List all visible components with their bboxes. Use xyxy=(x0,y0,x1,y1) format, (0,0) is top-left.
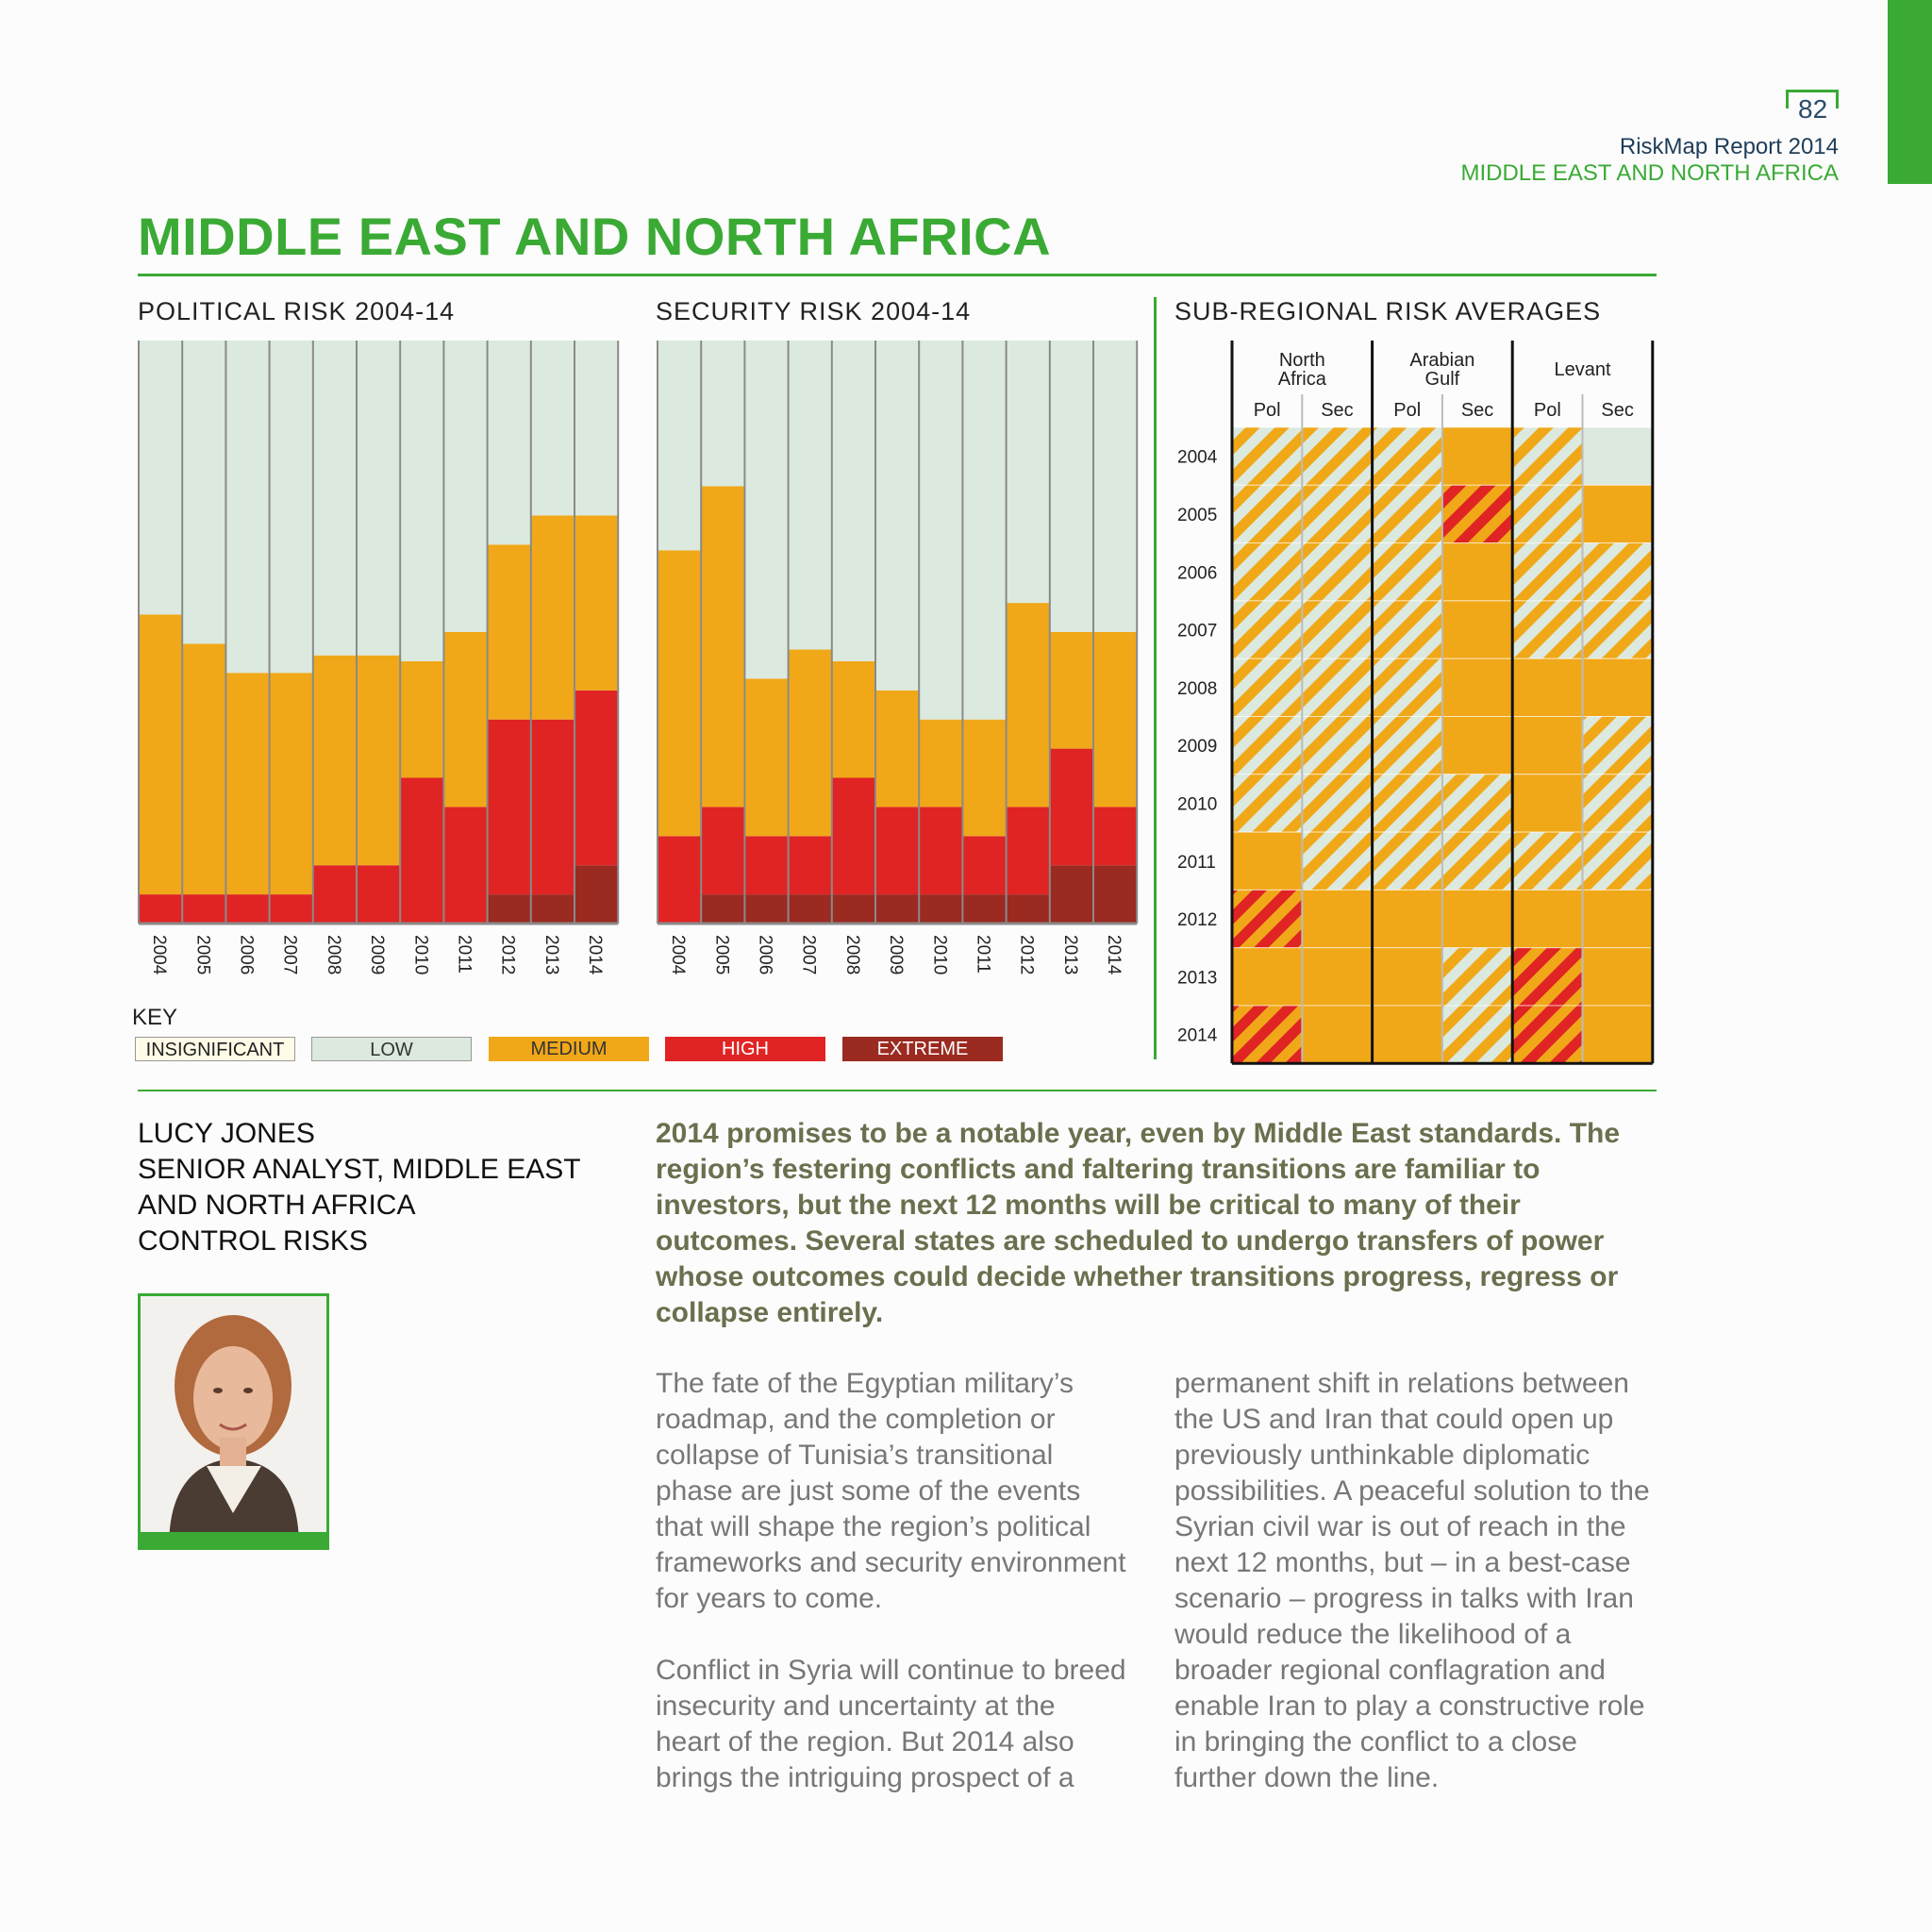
heat-cell-2010-1 xyxy=(1302,774,1372,832)
heat-cell-2004-4 xyxy=(1512,427,1582,485)
heat-cell-2010-3 xyxy=(1442,774,1512,832)
heat-cell-2010-4 xyxy=(1512,774,1582,832)
heat-cell-2014-3 xyxy=(1442,1006,1512,1063)
photo-caption-bar xyxy=(138,1532,329,1550)
key-extreme: EXTREME xyxy=(842,1037,1003,1061)
heat-cell-2013-5 xyxy=(1583,948,1653,1006)
heat-year-label: 2006 xyxy=(1177,563,1218,584)
heat-cell-2005-5 xyxy=(1583,485,1653,542)
bar-segment-high-2011 xyxy=(962,836,1006,894)
bar-segment-extreme-2014 xyxy=(1093,865,1137,924)
heat-cell-2010-0 xyxy=(1232,774,1302,832)
subregional-title: SUB-REGIONAL RISK AVERAGES xyxy=(1174,297,1602,325)
political-risk-title: POLITICAL RISK 2004-14 xyxy=(138,297,456,325)
heat-cell-2011-0 xyxy=(1232,832,1302,890)
bar-segment-extreme-2008 xyxy=(832,894,875,924)
subcolumn-header: Sec xyxy=(1460,400,1494,421)
bar-segment-low-2006 xyxy=(225,341,269,673)
author-block xyxy=(138,1116,581,1259)
bar-segment-extreme-2012 xyxy=(1007,894,1050,924)
body-paragraph: permanent shift in relations between the US and Iran that could open up previously unthinkable diplomatic possibilities. A peaceful solution to the Syrian civil war is out of reach in the next 12 months, but – in a best-case scenario – progress in talks with Iran would reduce the likelihood of a broader regional conflagration and enable Iran to play a constructive role in bringing the conflict to a close further down the line. xyxy=(1174,1368,1650,1793)
author-role-line2: AND NORTH AFRICA xyxy=(138,1190,416,1221)
heat-cell-2013-1 xyxy=(1302,948,1372,1006)
bar-segment-extreme-2013 xyxy=(1050,865,1093,924)
bar-segment-low-2013 xyxy=(531,341,575,515)
bar-segment-medium-2013 xyxy=(1050,632,1093,749)
heat-cell-2010-2 xyxy=(1373,774,1442,832)
bar-segment-low-2007 xyxy=(270,341,313,673)
heat-cell-2007-0 xyxy=(1232,601,1302,658)
bar-segment-high-2006 xyxy=(744,836,788,894)
heat-cell-2013-2 xyxy=(1373,948,1442,1006)
region-header: Levant xyxy=(1554,359,1611,380)
heat-cell-2013-4 xyxy=(1512,948,1582,1006)
x-tick-label: 2008 xyxy=(841,935,862,975)
key-high: HIGH xyxy=(665,1037,825,1061)
heat-cell-2009-3 xyxy=(1442,717,1512,774)
heat-cell-2009-0 xyxy=(1232,717,1302,774)
subcolumn-header: Pol xyxy=(1253,400,1281,421)
bar-segment-high-2008 xyxy=(832,778,875,895)
heat-cell-2013-0 xyxy=(1232,948,1302,1006)
heat-year-label: 2008 xyxy=(1177,678,1218,699)
bar-segment-extreme-2013 xyxy=(531,894,575,924)
report-section: MIDDLE EAST AND NORTH AFRICA xyxy=(1460,160,1839,186)
heat-cell-2012-1 xyxy=(1302,890,1372,947)
heat-year-label: 2013 xyxy=(1177,968,1218,989)
x-tick-label: 2005 xyxy=(192,935,213,975)
x-tick-label: 2011 xyxy=(454,935,475,974)
bar-segment-low-2014 xyxy=(575,341,618,515)
bar-segment-high-2012 xyxy=(1007,807,1050,894)
heat-cell-2011-1 xyxy=(1302,832,1372,890)
author-portrait-image xyxy=(141,1296,326,1547)
author-role-line1: SENIOR ANALYST, MIDDLE EAST xyxy=(138,1154,581,1185)
heat-cell-2008-5 xyxy=(1583,658,1653,716)
body-column-1 xyxy=(656,1366,1127,1832)
heat-cell-2007-5 xyxy=(1583,601,1653,658)
bar-segment-medium-2005 xyxy=(701,487,744,808)
heat-cell-2008-1 xyxy=(1302,658,1372,716)
heat-cell-2006-1 xyxy=(1302,543,1372,601)
heat-cell-2006-3 xyxy=(1442,543,1512,601)
heat-cell-2011-4 xyxy=(1512,832,1582,890)
bar-segment-medium-2014 xyxy=(575,515,618,690)
heat-cell-2005-3 xyxy=(1442,485,1512,542)
bar-segment-high-2009 xyxy=(875,807,919,894)
page-number: 82 xyxy=(1798,94,1828,124)
body-paragraph: Conflict in Syria will continue to breed insecurity and uncertainty at the heart of the region. But 2014 also brings the intriguing prospect of a xyxy=(656,1655,1126,1793)
heat-cell-2011-2 xyxy=(1373,832,1442,890)
bar-segment-low-2006 xyxy=(744,341,788,678)
heat-year-label: 2005 xyxy=(1177,505,1218,525)
bar-segment-low-2012 xyxy=(1007,341,1050,603)
key-medium: MEDIUM xyxy=(489,1037,649,1061)
heat-cell-2006-0 xyxy=(1232,543,1302,601)
bar-segment-low-2011 xyxy=(962,341,1006,720)
bar-segment-low-2009 xyxy=(357,341,400,656)
bar-segment-low-2009 xyxy=(875,341,919,691)
x-tick-label: 2010 xyxy=(929,935,950,975)
heat-year-label: 2009 xyxy=(1177,737,1218,758)
x-tick-label: 2013 xyxy=(541,935,561,975)
bar-segment-high-2011 xyxy=(443,807,487,924)
region-header: Gulf xyxy=(1424,369,1460,390)
heat-cell-2014-4 xyxy=(1512,1006,1582,1063)
heat-cell-2008-4 xyxy=(1512,658,1582,716)
bar-segment-extreme-2011 xyxy=(962,894,1006,924)
heat-cell-2005-4 xyxy=(1512,485,1582,542)
heat-cell-2007-3 xyxy=(1442,601,1512,658)
heat-cell-2011-5 xyxy=(1583,832,1653,890)
heat-cell-2014-5 xyxy=(1583,1006,1653,1063)
bar-segment-low-2004 xyxy=(658,341,701,550)
bar-segment-extreme-2006 xyxy=(744,894,788,924)
bar-segment-low-2011 xyxy=(443,341,487,632)
x-tick-label: 2007 xyxy=(279,935,300,975)
x-tick-label: 2007 xyxy=(798,935,819,975)
bar-segment-medium-2012 xyxy=(1007,603,1050,807)
bar-segment-high-2013 xyxy=(1050,749,1093,866)
bar-segment-high-2006 xyxy=(225,894,269,924)
bar-segment-low-2012 xyxy=(488,341,531,544)
key-insignificant: INSIGNIFICANT xyxy=(135,1037,295,1061)
bar-segment-low-2014 xyxy=(1093,341,1137,632)
key-label: KEY xyxy=(132,1005,178,1030)
bar-segment-low-2010 xyxy=(400,341,443,661)
x-tick-label: 2012 xyxy=(497,935,518,975)
security-risk-title: SECURITY RISK 2004-14 xyxy=(656,297,972,325)
heat-cell-2014-0 xyxy=(1232,1006,1302,1063)
bar-segment-high-2004 xyxy=(139,894,182,924)
x-tick-label: 2005 xyxy=(711,935,732,975)
bar-segment-high-2012 xyxy=(488,720,531,894)
bar-segment-medium-2006 xyxy=(225,673,269,894)
x-tick-label: 2008 xyxy=(323,935,343,975)
subcolumn-header: Pol xyxy=(1393,400,1422,421)
author-photo xyxy=(138,1293,329,1550)
bar-segment-medium-2009 xyxy=(357,656,400,865)
bar-segment-high-2013 xyxy=(531,720,575,894)
heat-cell-2004-3 xyxy=(1442,427,1512,485)
x-tick-label: 2014 xyxy=(585,935,606,975)
bar-segment-high-2009 xyxy=(357,865,400,924)
heat-cell-2008-2 xyxy=(1373,658,1442,716)
heat-cell-2011-3 xyxy=(1442,832,1512,890)
bar-segment-medium-2008 xyxy=(832,661,875,778)
bar-segment-medium-2011 xyxy=(962,720,1006,837)
bar-segment-high-2010 xyxy=(919,807,962,894)
subregional-heatmap xyxy=(1177,341,1653,1063)
bar-segment-low-2013 xyxy=(1050,341,1093,632)
bar-segment-high-2010 xyxy=(400,778,443,924)
heat-cell-2005-1 xyxy=(1302,485,1372,542)
subcolumn-header: Sec xyxy=(1321,400,1354,421)
heat-cell-2009-1 xyxy=(1302,717,1372,774)
x-tick-label: 2006 xyxy=(755,935,775,975)
heat-year-label: 2011 xyxy=(1177,852,1216,873)
heat-cell-2009-5 xyxy=(1583,717,1653,774)
bar-segment-medium-2006 xyxy=(744,678,788,836)
x-tick-label: 2004 xyxy=(668,935,689,975)
bar-segment-extreme-2009 xyxy=(875,894,919,924)
security-risk-chart xyxy=(658,341,1137,975)
heat-cell-2009-2 xyxy=(1373,717,1442,774)
heat-year-label: 2012 xyxy=(1177,910,1218,931)
heat-cell-2007-4 xyxy=(1512,601,1582,658)
author-company: CONTROL RISKS xyxy=(138,1225,368,1257)
bar-segment-medium-2011 xyxy=(443,632,487,807)
subcolumn-header: Sec xyxy=(1601,400,1634,421)
author-name: LUCY JONES xyxy=(138,1118,315,1149)
heat-cell-2006-2 xyxy=(1373,543,1442,601)
heat-cell-2005-2 xyxy=(1373,485,1442,542)
x-tick-label: 2006 xyxy=(236,935,257,975)
heat-cell-2012-4 xyxy=(1512,890,1582,947)
bar-segment-medium-2013 xyxy=(531,515,575,719)
heat-cell-2009-4 xyxy=(1512,717,1582,774)
bar-segment-low-2010 xyxy=(919,341,962,720)
region-header: Arabian xyxy=(1409,350,1475,371)
heat-cell-2008-0 xyxy=(1232,658,1302,716)
bar-segment-medium-2007 xyxy=(789,650,832,837)
bar-segment-extreme-2012 xyxy=(488,894,531,924)
x-tick-label: 2004 xyxy=(149,935,170,975)
bar-segment-medium-2004 xyxy=(139,614,182,894)
heat-cell-2007-2 xyxy=(1373,601,1442,658)
bar-segment-medium-2010 xyxy=(919,720,962,808)
bar-segment-high-2005 xyxy=(701,807,744,894)
bar-segment-high-2014 xyxy=(1093,807,1137,865)
x-tick-label: 2013 xyxy=(1059,935,1080,975)
bar-segment-high-2005 xyxy=(182,894,225,924)
heat-cell-2012-0 xyxy=(1232,890,1302,947)
heat-cell-2014-2 xyxy=(1373,1006,1442,1063)
section-divider xyxy=(138,1090,1657,1091)
heat-year-label: 2010 xyxy=(1177,794,1218,815)
heat-year-label: 2014 xyxy=(1177,1025,1218,1046)
bar-segment-low-2008 xyxy=(313,341,357,656)
heat-cell-2004-1 xyxy=(1302,427,1372,485)
heat-cell-2007-1 xyxy=(1302,601,1372,658)
key-low: LOW xyxy=(311,1037,472,1061)
x-tick-label: 2009 xyxy=(367,935,388,975)
bar-segment-medium-2008 xyxy=(313,656,357,865)
x-tick-label: 2010 xyxy=(410,935,431,975)
heat-cell-2006-4 xyxy=(1512,543,1582,601)
body-column-2 xyxy=(1174,1366,1665,1832)
bar-segment-high-2014 xyxy=(575,691,618,865)
bar-segment-low-2004 xyxy=(139,341,182,614)
heat-cell-2004-0 xyxy=(1232,427,1302,485)
bar-segment-high-2007 xyxy=(270,894,313,924)
heat-cell-2006-5 xyxy=(1583,543,1653,601)
bar-segment-medium-2007 xyxy=(270,673,313,894)
bar-segment-medium-2014 xyxy=(1093,632,1137,807)
bar-segment-low-2005 xyxy=(182,341,225,643)
bar-segment-low-2005 xyxy=(701,341,744,487)
heat-cell-2008-3 xyxy=(1442,658,1512,716)
bar-segment-extreme-2005 xyxy=(701,894,744,924)
heat-cell-2004-5 xyxy=(1583,427,1653,485)
bar-segment-extreme-2014 xyxy=(575,865,618,924)
bar-segment-low-2007 xyxy=(789,341,832,650)
x-tick-label: 2011 xyxy=(973,935,993,974)
report-name: RiskMap Report 2014 xyxy=(1619,134,1839,159)
bar-segment-medium-2009 xyxy=(875,691,919,808)
bar-segment-extreme-2007 xyxy=(789,894,832,924)
x-tick-label: 2014 xyxy=(1104,935,1124,975)
intro-paragraph: 2014 promises to be a notable year, even by Middle East standards. The region’s festering conflicts and faltering transitions are familiar to investors, but the next 12 months will be critical to many of their outcomes. Several states are scheduled to undergo transfers of power whose outcomes could decide whether transitions progress, regress or collapse entirely. xyxy=(656,1118,1621,1328)
body-paragraph: The fate of the Egyptian military’s roadmap, and the completion or collapse of Tunisia’s transitional phase are just some of the events that will shape the region’s political frameworks and security environment for years to come. xyxy=(656,1368,1126,1614)
bar-segment-medium-2010 xyxy=(400,661,443,778)
subcolumn-header: Pol xyxy=(1533,400,1561,421)
bar-segment-low-2008 xyxy=(832,341,875,661)
page-title: MIDDLE EAST AND NORTH AFRICA xyxy=(138,207,1052,266)
political-risk-chart xyxy=(139,341,618,975)
heat-cell-2012-5 xyxy=(1583,890,1653,947)
bar-segment-high-2008 xyxy=(313,865,357,924)
region-header: North xyxy=(1278,350,1325,371)
bar-segment-extreme-2010 xyxy=(919,894,962,924)
x-tick-label: 2009 xyxy=(886,935,907,975)
bar-segment-medium-2004 xyxy=(658,550,701,836)
heat-cell-2012-2 xyxy=(1373,890,1442,947)
heat-cell-2004-2 xyxy=(1373,427,1442,485)
bar-segment-medium-2012 xyxy=(488,544,531,719)
heat-year-label: 2004 xyxy=(1177,447,1218,468)
heat-cell-2005-0 xyxy=(1232,485,1302,542)
heat-cell-2010-5 xyxy=(1583,774,1653,832)
heat-cell-2012-3 xyxy=(1442,890,1512,947)
bar-segment-medium-2005 xyxy=(182,643,225,894)
x-tick-label: 2012 xyxy=(1016,935,1037,975)
bar-segment-high-2004 xyxy=(658,836,701,924)
heat-cell-2013-3 xyxy=(1442,948,1512,1006)
heat-cell-2014-1 xyxy=(1302,1006,1372,1063)
heat-year-label: 2007 xyxy=(1177,621,1218,641)
bar-segment-high-2007 xyxy=(789,836,832,894)
region-header: Africa xyxy=(1277,369,1326,390)
